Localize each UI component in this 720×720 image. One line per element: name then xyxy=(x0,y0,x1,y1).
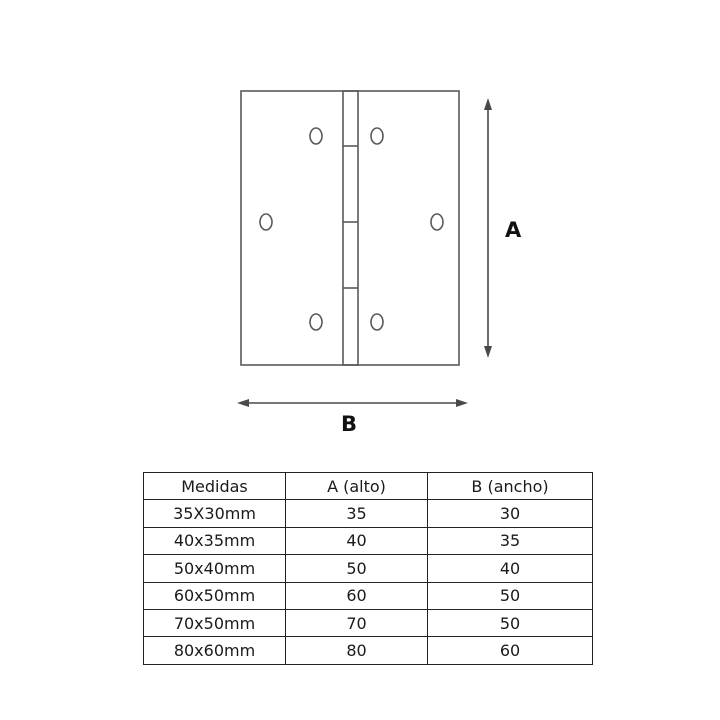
alto-cell: 50 xyxy=(286,555,428,582)
column-header-alto: A (alto) xyxy=(286,473,428,500)
ancho-cell: 40 xyxy=(428,555,593,582)
ancho-cell: 50 xyxy=(428,582,593,609)
table-row xyxy=(144,637,593,664)
table-row xyxy=(144,555,593,582)
alto-cell: 60 xyxy=(286,582,428,609)
size-cell: 80x60mm xyxy=(144,637,286,664)
size-cell: 40x35mm xyxy=(144,527,286,554)
column-header-ancho: B (ancho) xyxy=(428,473,593,500)
ancho-cell: 60 xyxy=(428,637,593,664)
ancho-cell: 50 xyxy=(428,609,593,636)
table-row xyxy=(144,609,593,636)
size-cell: 35X30mm xyxy=(144,500,286,527)
screw-hole xyxy=(260,214,272,230)
dimension-label-b: B xyxy=(341,412,358,436)
screw-hole xyxy=(371,314,383,330)
size-table xyxy=(143,472,593,665)
ancho-cell: 35 xyxy=(428,527,593,554)
table-row xyxy=(144,500,593,527)
column-header-medidas: Medidas xyxy=(144,473,286,500)
alto-cell: 70 xyxy=(286,609,428,636)
hinge-drawing xyxy=(241,91,459,365)
screw-hole xyxy=(310,128,322,144)
ancho-cell: 30 xyxy=(428,500,593,527)
screw-hole xyxy=(371,128,383,144)
table-row xyxy=(144,527,593,554)
size-cell: 70x50mm xyxy=(144,609,286,636)
alto-cell: 35 xyxy=(286,500,428,527)
height-dimension-arrow xyxy=(484,98,492,358)
hinge-knuckle xyxy=(343,91,358,365)
size-cell: 60x50mm xyxy=(144,582,286,609)
width-dimension-arrow xyxy=(237,399,468,407)
screw-hole xyxy=(431,214,443,230)
table-row xyxy=(144,582,593,609)
screw-hole xyxy=(310,314,322,330)
alto-cell: 80 xyxy=(286,637,428,664)
alto-cell: 40 xyxy=(286,527,428,554)
size-cell: 50x40mm xyxy=(144,555,286,582)
hinge-outline xyxy=(241,91,459,365)
dimension-label-a: A xyxy=(505,218,522,242)
table-header-row xyxy=(144,473,593,500)
